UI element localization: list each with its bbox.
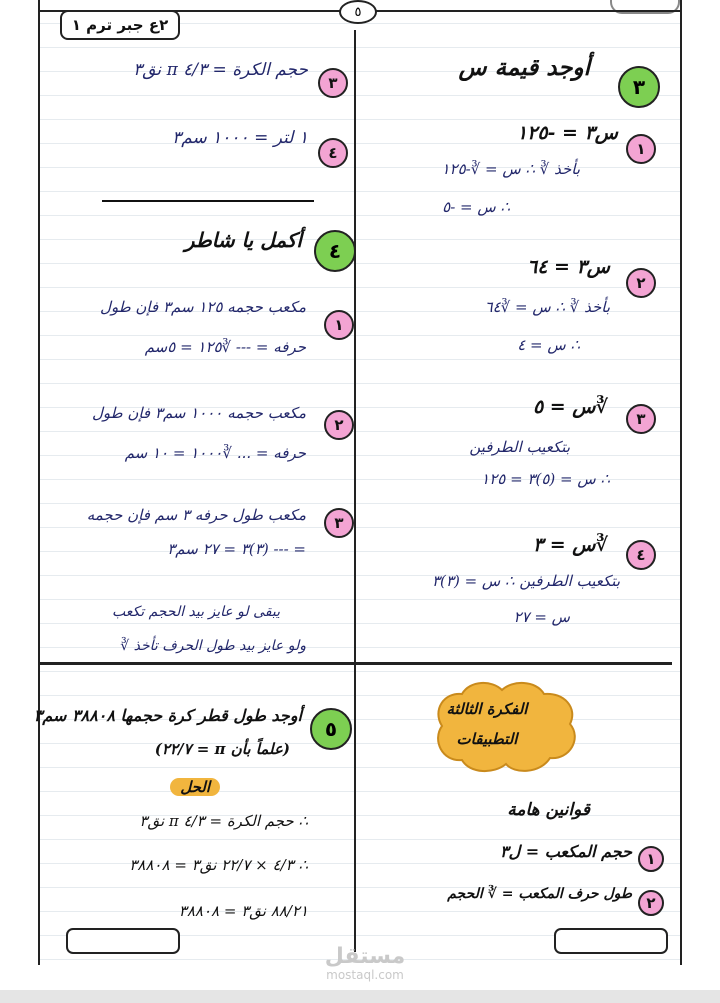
idea-cloud-badge: [432, 678, 580, 776]
watermark-logo: مستقل: [324, 944, 406, 969]
left-column-rule: [102, 200, 314, 202]
idea-subtitle: التطبيقات: [456, 730, 518, 748]
law-number: ٢: [638, 890, 664, 916]
solution-step: ∴ حجم الكرة = ٤/٣ π نق٣: [139, 812, 308, 830]
footer-box-left: [66, 928, 180, 954]
solution-step: بأخذ ∛ ∴ س = ∛-١٢٥: [441, 160, 580, 178]
item-number: ٣: [318, 68, 348, 98]
law-text: طول حرف المكعب = ∛ الحجم: [447, 886, 632, 902]
item-number: ٢: [626, 268, 656, 298]
item-number: ٤: [626, 540, 656, 570]
item-number: ١: [626, 134, 656, 164]
section-5-badge: ٥: [310, 708, 352, 750]
item-number: ٣: [626, 404, 656, 434]
footer-box-right: [554, 928, 668, 954]
solution-step: ∴ ٤/٣ × ٢٢/٧ نق٣ = ٣٨٨٠٨: [129, 856, 308, 874]
column-divider: [354, 30, 356, 952]
complete-answer: حرفه = ... ∛١٠٠٠ = ١٠ سم: [124, 444, 306, 462]
law-number: ١: [638, 846, 664, 872]
item-number: ٢: [324, 410, 354, 440]
bottom-strip: [0, 990, 720, 1003]
complete-statement: مكعب طول حرفه ٣ سم فإن حجمه: [86, 506, 306, 524]
section-3-title: أوجد قيمة س: [458, 54, 590, 81]
solution-step: بتكعيب الطرفين: [469, 438, 570, 456]
complete-answer: = --- (٣)٣ = ٢٧ سم٣: [167, 540, 306, 558]
section-divider: [38, 662, 672, 665]
solution-step: بتكعيب الطرفين ∴ س = (٣)٣: [431, 572, 620, 590]
complete-statement: مكعب حجمه ١٢٥ سم٣ فإن طول: [100, 298, 306, 316]
watermark-url: mostaql.com: [326, 968, 404, 982]
liter-conversion: ١ لتر = ١٠٠٠ سم٣: [172, 128, 308, 148]
complete-statement: مكعب حجمه ١٠٠٠ سم٣ فإن طول: [91, 404, 306, 422]
item-number: ١: [324, 310, 354, 340]
laws-heading: قوانين هامة: [507, 800, 590, 820]
solution-step: ٨٨/٢١ نق٣ = ٣٨٨٠٨: [178, 902, 308, 920]
idea-title: الفكرة الثالثة: [446, 700, 528, 718]
header-title: ٢ع جبر ترم ١: [60, 10, 180, 40]
sphere-volume-formula: حجم الكرة = ٤/٣ π نق٣: [133, 60, 308, 80]
solution-result: ∴ س = (٥)٣ = ١٢٥: [481, 470, 610, 488]
section-4-badge: ٤: [314, 230, 356, 272]
equation: ∛س = ٣: [532, 534, 608, 556]
solution-result: س = ٢٧: [513, 608, 570, 626]
equation: س٣ = -١٢٥: [516, 122, 618, 144]
item-number: ٣: [324, 508, 354, 538]
solution-step: بأخذ ∛ ∴ س = ∛٦٤: [484, 298, 610, 316]
equation: س٣ = ٦٤: [527, 256, 610, 278]
equation: ∛س = ٥: [532, 396, 608, 418]
sphere-problem: أوجد طول قطر كرة حجمها ٣٨٨٠٨ سم٣: [33, 706, 302, 725]
note-line: ولو عايز بيد طول الحرف تأخذ ∛: [120, 638, 306, 654]
solution-result: ∴ س = ٤: [517, 336, 580, 354]
section-3-badge: ٣: [618, 66, 660, 108]
item-number: ٤: [318, 138, 348, 168]
note-line: يبقى لو عايز بيد الحجم تكعب: [111, 604, 280, 620]
pi-hint: (علماً بأن π = ٢٢/٧): [154, 740, 290, 758]
solution-result: ∴ س = -٥: [442, 198, 510, 216]
solution-label: الحل: [170, 778, 220, 796]
page-number: ٥: [339, 0, 377, 24]
law-text: حجم المكعب = ل٣: [499, 842, 632, 861]
complete-answer: حرفه = --- ∛١٢٥ = ٥سم: [144, 338, 306, 356]
section-4-title: أكمل يا شاطر: [184, 228, 302, 252]
